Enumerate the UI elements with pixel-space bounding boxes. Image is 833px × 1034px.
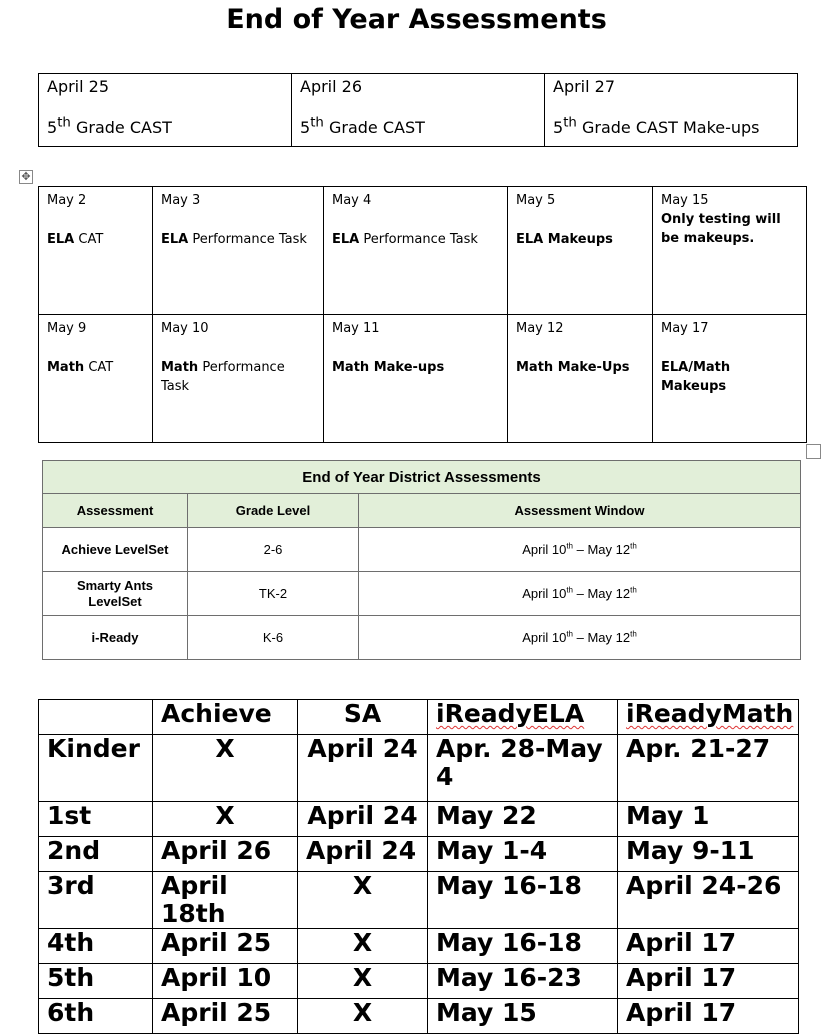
district-assessments-table [42,460,801,660]
grade-cell: 6th [39,999,153,1034]
iready-ela-cell: May 22 [428,802,618,837]
schedule-date: May 2 [47,193,87,208]
iready-ela-cell: May 15 [428,999,618,1034]
grade-cell: 3rd [39,872,153,929]
schedule-date: May 11 [332,321,380,336]
sa-cell: April 24 [298,735,428,802]
may-schedule-table [38,186,807,443]
table-row [43,528,801,572]
assessment-name: Achieve LevelSet [43,528,188,572]
assessment-name: i-Ready [43,616,188,660]
table-move-handle-icon[interactable]: ✥ [19,170,33,184]
cast-date: April 27 [553,77,616,96]
grade-cell: 4th [39,929,153,964]
cast-cell [545,74,798,147]
iready-ela-cell: May 16-18 [428,929,618,964]
cast-cell [292,74,545,147]
schedule-cell: May 5 ELA Makeups [508,187,653,315]
grade-testing-table [38,699,799,1034]
cast-schedule-table [38,73,798,147]
schedule-cell: May 9 Math CAT [39,315,153,443]
achieve-cell: April 25 [153,999,298,1034]
schedule-cell: May 17 ELA/Math Makeups [653,315,807,443]
achieve-cell: April 10 [153,964,298,999]
table-row [39,999,799,1034]
column-header: SA [298,700,428,735]
schedule-date: May 9 [47,321,87,336]
sa-cell: X [298,999,428,1034]
schedule-date: May 4 [332,193,372,208]
grade-cell: 5th [39,964,153,999]
column-header: Achieve [153,700,298,735]
schedule-date: May 5 [516,193,556,208]
assessment-window: April 10th – May 12th [359,616,801,660]
sa-cell: April 24 [298,802,428,837]
table-row [39,872,799,929]
iready-math-cell: Apr. 21-27 [618,735,799,802]
table-row [39,929,799,964]
schedule-date: May 15 [661,193,709,208]
iready-math-cell: May 1 [618,802,799,837]
iready-math-cell: April 17 [618,999,799,1034]
grade-level: TK-2 [188,572,359,616]
assessment-window: April 10th – May 12th [359,528,801,572]
column-header: iReadyELA [428,700,618,735]
grade-cell: Kinder [39,735,153,802]
cast-date: April 26 [300,77,363,96]
table-row [43,616,801,660]
table-row [39,964,799,999]
assessment-name: Smarty Ants LevelSet [43,572,188,616]
schedule-date: May 3 [161,193,201,208]
grade-cell: 2nd [39,837,153,872]
sa-cell: April 24 [298,837,428,872]
grade-level: 2-6 [188,528,359,572]
schedule-cell: May 10 Math Performance Task [153,315,324,443]
cast-cell [39,74,292,147]
iready-ela-cell: Apr. 28-May 4 [428,735,618,802]
iready-ela-cell: May 1-4 [428,837,618,872]
sa-cell: X [298,929,428,964]
schedule-cell: May 2 ELA CAT [39,187,153,315]
iready-ela-cell: May 16-23 [428,964,618,999]
iready-math-cell: April 24-26 [618,872,799,929]
table-row [39,735,799,802]
grade-cell: 1st [39,802,153,837]
achieve-cell: X [153,802,298,837]
iready-math-cell: April 17 [618,964,799,999]
sa-cell: X [298,964,428,999]
page-title: End of Year Assessments [226,4,607,35]
assessment-window: April 10th – May 12th [359,572,801,616]
column-header: Grade Level [188,494,359,528]
achieve-cell: April 18th [153,872,298,929]
grade-level: K-6 [188,616,359,660]
table-row [39,837,799,872]
column-header: Assessment Window [359,494,801,528]
cast-event: 5th Grade CAST [300,115,425,137]
district-table-caption: End of Year District Assessments [43,461,801,494]
schedule-cell: May 11 Math Make-ups [324,315,508,443]
iready-math-cell: April 17 [618,929,799,964]
iready-math-cell: May 9-11 [618,837,799,872]
column-header: iReadyMath [618,700,799,735]
schedule-date: May 17 [661,321,709,336]
sa-cell: X [298,872,428,929]
cast-event: 5th Grade CAST Make-ups [553,115,760,137]
cast-date: April 25 [47,77,110,96]
table-row [43,572,801,616]
column-header: Assessment [43,494,188,528]
cast-event: 5th Grade CAST [47,115,172,137]
schedule-date: May 12 [516,321,564,336]
schedule-cell: May 3 ELA Performance Task [153,187,324,315]
schedule-cell: May 15 Only testing will be makeups. [653,187,807,315]
table-resize-handle-icon[interactable] [806,444,821,459]
iready-ela-cell: May 16-18 [428,872,618,929]
achieve-cell: April 25 [153,929,298,964]
schedule-date: May 10 [161,321,209,336]
table-row [39,802,799,837]
column-header [39,700,153,735]
achieve-cell: X [153,735,298,802]
achieve-cell: April 26 [153,837,298,872]
table-header-row [39,700,799,735]
schedule-cell: May 12 Math Make-Ups [508,315,653,443]
schedule-cell: May 4 ELA Performance Task [324,187,508,315]
